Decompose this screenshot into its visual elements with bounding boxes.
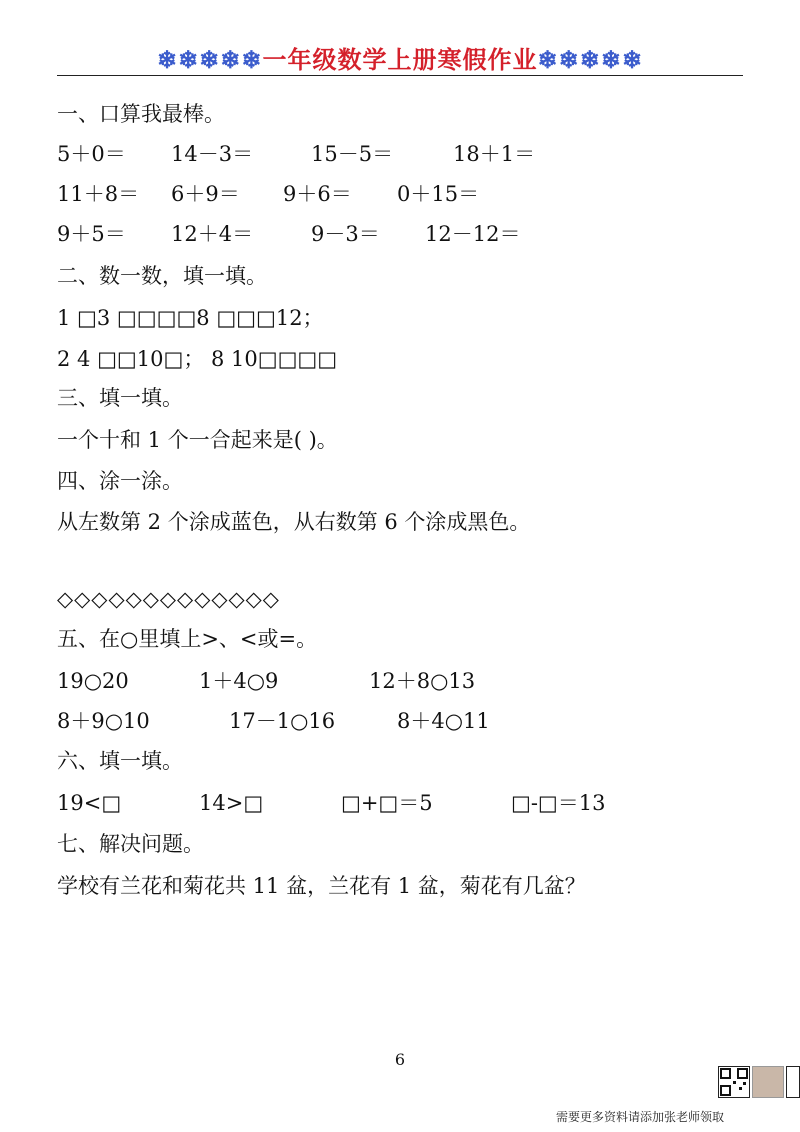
compare-problem: 8＋9○10 [57,709,150,733]
compare-problem: 1＋4○9 [199,669,279,693]
problem: 11＋8＝ [57,182,140,206]
problem: 0＋15＝ [397,182,480,206]
footer-note: 需要更多资料请添加张老师领取 [556,1110,725,1124]
qr-code-icon [786,1066,800,1098]
problem: 5＋0＝ [57,142,126,166]
compare-problem: 17－1○16 [229,709,336,733]
compare-problem: 8＋4○11 [397,709,490,733]
fill-problem: □+□＝5 [341,791,433,815]
snowflake-icons-left: ❄❄❄❄❄ [156,45,263,74]
avatar [752,1066,784,1098]
compare-problem: 12＋8○13 [369,669,476,693]
arithmetic-row-2 [57,180,747,208]
arithmetic-row-1 [57,140,747,168]
word-problem: 学校有兰花和菊花共 11 盆，兰花有 1 盆，菊花有几盆？ [57,874,586,898]
problem: 15－5＝ [311,142,394,166]
section-7-heading: 七、解决问题。 [57,832,204,856]
page-title: 一年级数学上册寒假作业 [262,45,538,74]
section-6-heading: 六、填一填。 [57,749,183,773]
qr-code-icon [718,1066,750,1098]
section-5-heading: 五、在○里填上>、<或=。 [57,627,318,651]
problem: 9＋6＝ [283,182,352,206]
page-number: 6 [394,1050,406,1069]
coloring-instruction: 从左数第 2 个涂成蓝色，从右数第 6 个涂成黑色。 [57,510,531,534]
fill-problem: 19<□ [57,791,122,815]
section-2-heading: 二、数一数，填一填。 [57,264,267,288]
fill-row [57,789,747,817]
compare-problem: 19○20 [57,669,129,693]
diamond-row: ◇◇◇◇◇◇◇◇◇◇◇◇◇ [57,587,280,611]
counting-line-1: 1 □3 □□□□8 □□□12； [57,306,324,330]
section-4-heading: 四、涂一涂。 [57,469,183,493]
page-header [0,40,800,75]
problem: 12＋4＝ [171,222,254,246]
problem: 9＋5＝ [57,222,126,246]
fill-problem: 14>□ [199,791,264,815]
snowflake-icons-right: ❄❄❄❄❄ [537,45,644,74]
header-rule [57,75,743,76]
compare-row-1 [57,667,747,695]
tens-ones-question: 一个十和 1 个一合起来是( )。 [57,428,338,452]
problem: 14－3＝ [171,142,254,166]
problem: 6＋9＝ [171,182,240,206]
arithmetic-row-3 [57,220,747,248]
section-1-heading: 一、口算我最棒。 [57,102,225,126]
problem: 18＋1＝ [453,142,536,166]
section-3-heading: 三、填一填。 [57,386,183,410]
fill-problem: □-□＝13 [511,791,606,815]
compare-row-2 [57,707,747,735]
problem: 9－3＝ [311,222,380,246]
counting-line-2: 2 4 □□10□； 8 10□□□□ [57,347,338,371]
problem: 12－12＝ [425,222,521,246]
